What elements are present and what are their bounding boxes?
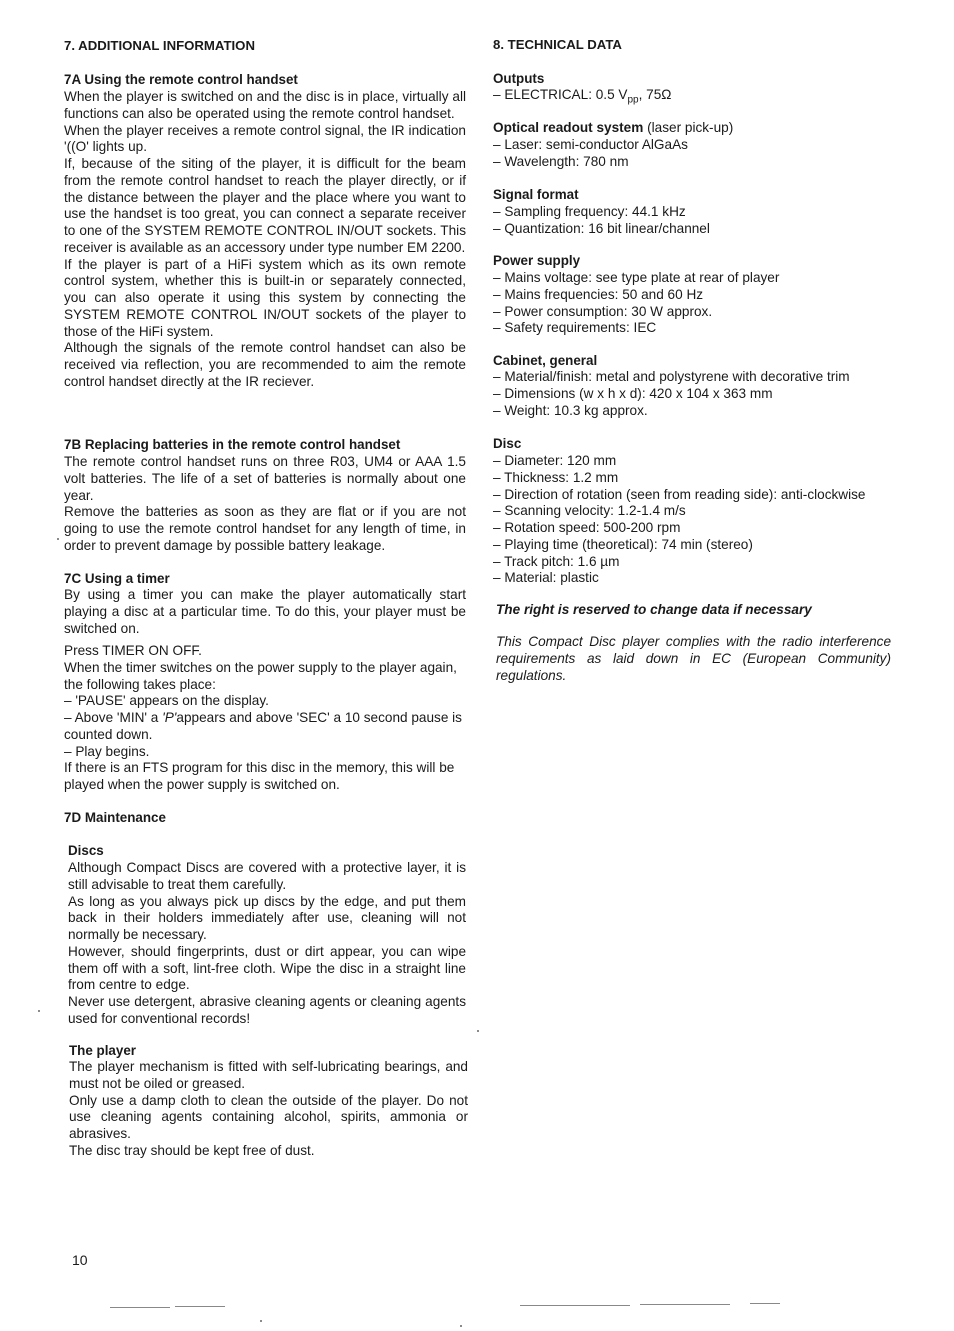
disc-list (493, 453, 898, 587)
heading-text: Optical readout system (493, 120, 644, 135)
list-item: – Weight: 10.3 kg approx. (493, 402, 648, 418)
list-item: – Scanning velocity: 1.2-1.4 m/s (493, 503, 686, 519)
section-title-technical-data: 8. TECHNICAL DATA (493, 37, 622, 52)
list-item: – Playing time (theoretical): 74 min (stereo) (493, 536, 753, 552)
scan-noise (520, 1305, 630, 1306)
heading-optical-readout (493, 120, 898, 137)
heading-discs: Discs (68, 843, 104, 858)
text-fragment: – ELECTRICAL: 0.5 V (493, 87, 628, 102)
discs-body (68, 860, 466, 1028)
player-body (69, 1059, 468, 1160)
section-7b-body (64, 454, 466, 555)
scan-speck (57, 538, 59, 540)
heading-cabinet: Cabinet, general (493, 353, 598, 368)
list-item: – Track pitch: 1.6 µm (493, 553, 620, 569)
heading-7d: 7D Maintenance (64, 810, 166, 825)
list-item: – Quantization: 16 bit linear/channel (493, 220, 710, 236)
paragraph: If the player is part of a HiFi system which as its own remote control system, whether this is built-in or separately connected, you can also operate it using this system by connecting the SYSTEM REMOTE CONTROL IN/OUT sockets of the player to those of the HiFi system. (64, 256, 466, 339)
paragraph: When the player is switched on and the disc is in place, virtually all functions can also be operated using the remote control handset. (64, 89, 466, 121)
reserved-notice: The right is reserved to change data if necessary (496, 602, 812, 617)
paragraph: Only use a damp cloth to clean the outside of the player. Do not use cleaning agents containing alcohol, spirits, ammonia or abrasives. (69, 1092, 468, 1141)
paragraph: The disc tray should be kept free of dust. (69, 1142, 315, 1158)
list-item: – Laser: semi-conductor AlGaAs (493, 137, 688, 152)
list-item: – Thickness: 1.2 mm (493, 469, 619, 485)
heading-the-player: The player (69, 1043, 136, 1058)
section-title-additional-information: 7. ADDITIONAL INFORMATION (64, 38, 255, 53)
paragraph: Although Compact Discs are covered with a protective layer, it is still advisable to treat them carefully. (68, 860, 466, 892)
scan-noise (175, 1306, 225, 1307)
scan-noise (640, 1304, 730, 1305)
paragraph: When the player receives a remote control signal, the IR indication '((O' lights up. (64, 122, 466, 155)
paragraph: The player mechanism is fitted with self-lubricating bearings, and must not be oiled or greased. (69, 1059, 468, 1091)
paragraph: Although the signals of the remote control handset can also be received via reflection, you are recommended to aim the remote control handset directly at the IR reciever. (64, 340, 466, 389)
section-7c-intro (64, 587, 466, 637)
scan-noise (110, 1307, 170, 1308)
outputs-list (493, 87, 898, 109)
list-item: – Mains frequencies: 50 and 60 Hz (493, 286, 704, 302)
cabinet-list (493, 369, 898, 419)
list-item (493, 87, 898, 109)
heading-power-supply: Power supply (493, 253, 581, 268)
list-item (64, 710, 466, 744)
scan-speck (260, 1320, 262, 1322)
list-item: – Power consumption: 30 W approx. (493, 303, 713, 319)
paragraph: Remove the batteries as soon as they are flat or if you are not going to use the remote control handset for any length of time, in order to prevent damage by possible battery leakage. (64, 504, 466, 553)
list-item: – Play begins. (64, 743, 150, 759)
heading-outputs: Outputs (493, 71, 545, 86)
signal-list (493, 204, 898, 238)
paragraph: The remote control handset runs on three R03, UM4 or AAA 1.5 volt batteries. The life of a set of batteries is normally about one year. (64, 454, 466, 503)
page-number: 10 (72, 1252, 88, 1268)
heading-disc: Disc (493, 436, 522, 451)
scan-speck (477, 1030, 479, 1032)
paragraph: If there is an FTS program for this disc in the memory, this will be played when the power supply is switched on. (64, 760, 455, 792)
list-item: – Dimensions (w x h x d): 420 x 104 x 363 mm (493, 385, 773, 401)
paragraph: However, should fingerprints, dust or dirt appear, you can wipe them off with a soft, lint-free cloth. Wipe the disc in a straight line from centre to edge. (68, 943, 466, 993)
list-item: – Wavelength: 780 nm (493, 153, 629, 169)
subscript: pp (627, 94, 639, 106)
list-item: – Material: plastic (493, 570, 599, 586)
list-item: – Rotation speed: 500-200 rpm (493, 520, 681, 535)
section-7a-body (64, 89, 466, 391)
power-list (493, 270, 898, 337)
heading-signal-format: Signal format (493, 187, 579, 202)
paragraph: When the timer switches on the power supply to the player again, the following takes place: (64, 659, 457, 692)
list-item: – Mains voltage: see type plate at rear of player (493, 270, 780, 285)
text-fragment: appears and above 'SEC' a 10 second pause is counted down. (64, 710, 462, 742)
section-7c-steps (64, 643, 466, 794)
paragraph: If, because of the siting of the player, it is difficult for the beam from the remote control handset to reach the player directly, or if the distance between the player and the place where you want to use the handset is too great, you can connect a separate receiver to one of the SYSTEM REMOTE CONTROL IN/OUT sockets. This receiver is available as an accessory under type number EM 2200. (64, 156, 466, 255)
scan-noise (750, 1303, 780, 1304)
heading-suffix: (laser pick-up) (643, 120, 734, 135)
text-fragment: , 75Ω (638, 87, 672, 102)
heading-7c: 7C Using a timer (64, 571, 170, 586)
text-fragment: – Above 'MIN' a (64, 710, 163, 725)
compliance-notice: This Compact Disc player complies with the radio interference requirements as laid down in EC (European Community) regulations. (496, 634, 891, 683)
scan-speck (38, 1010, 40, 1012)
list-item: – Diameter: 120 mm (493, 453, 617, 468)
list-item: – Safety requirements: IEC (493, 320, 657, 336)
list-item: – Direction of rotation (seen from reading side): anti-clockwise (493, 486, 866, 502)
list-item: – 'PAUSE' appears on the display. (64, 693, 269, 709)
optical-list (493, 137, 898, 171)
scan-speck (460, 1325, 462, 1327)
paragraph: As long as you always pick up discs by the edge, and put them back in their holders immediately after use, cleaning will not normally be necessary. (68, 893, 466, 942)
p-symbol: 'P' (162, 710, 177, 725)
paragraph: Never use detergent, abrasive cleaning agents or cleaning agents used for conventional records! (68, 994, 466, 1026)
heading-7a: 7A Using the remote control handset (64, 72, 298, 87)
heading-7b: 7B Replacing batteries in the remote control handset (64, 437, 401, 452)
list-item: – Material/finish: metal and polystyrene with decorative trim (493, 369, 850, 384)
paragraph: By using a timer you can make the player automatically start playing a disc at a particular time. To do this, your player must be switched on. (64, 587, 466, 636)
list-item: – Sampling frequency: 44.1 kHz (493, 204, 686, 219)
paragraph: Press TIMER ON OFF. (64, 643, 202, 658)
